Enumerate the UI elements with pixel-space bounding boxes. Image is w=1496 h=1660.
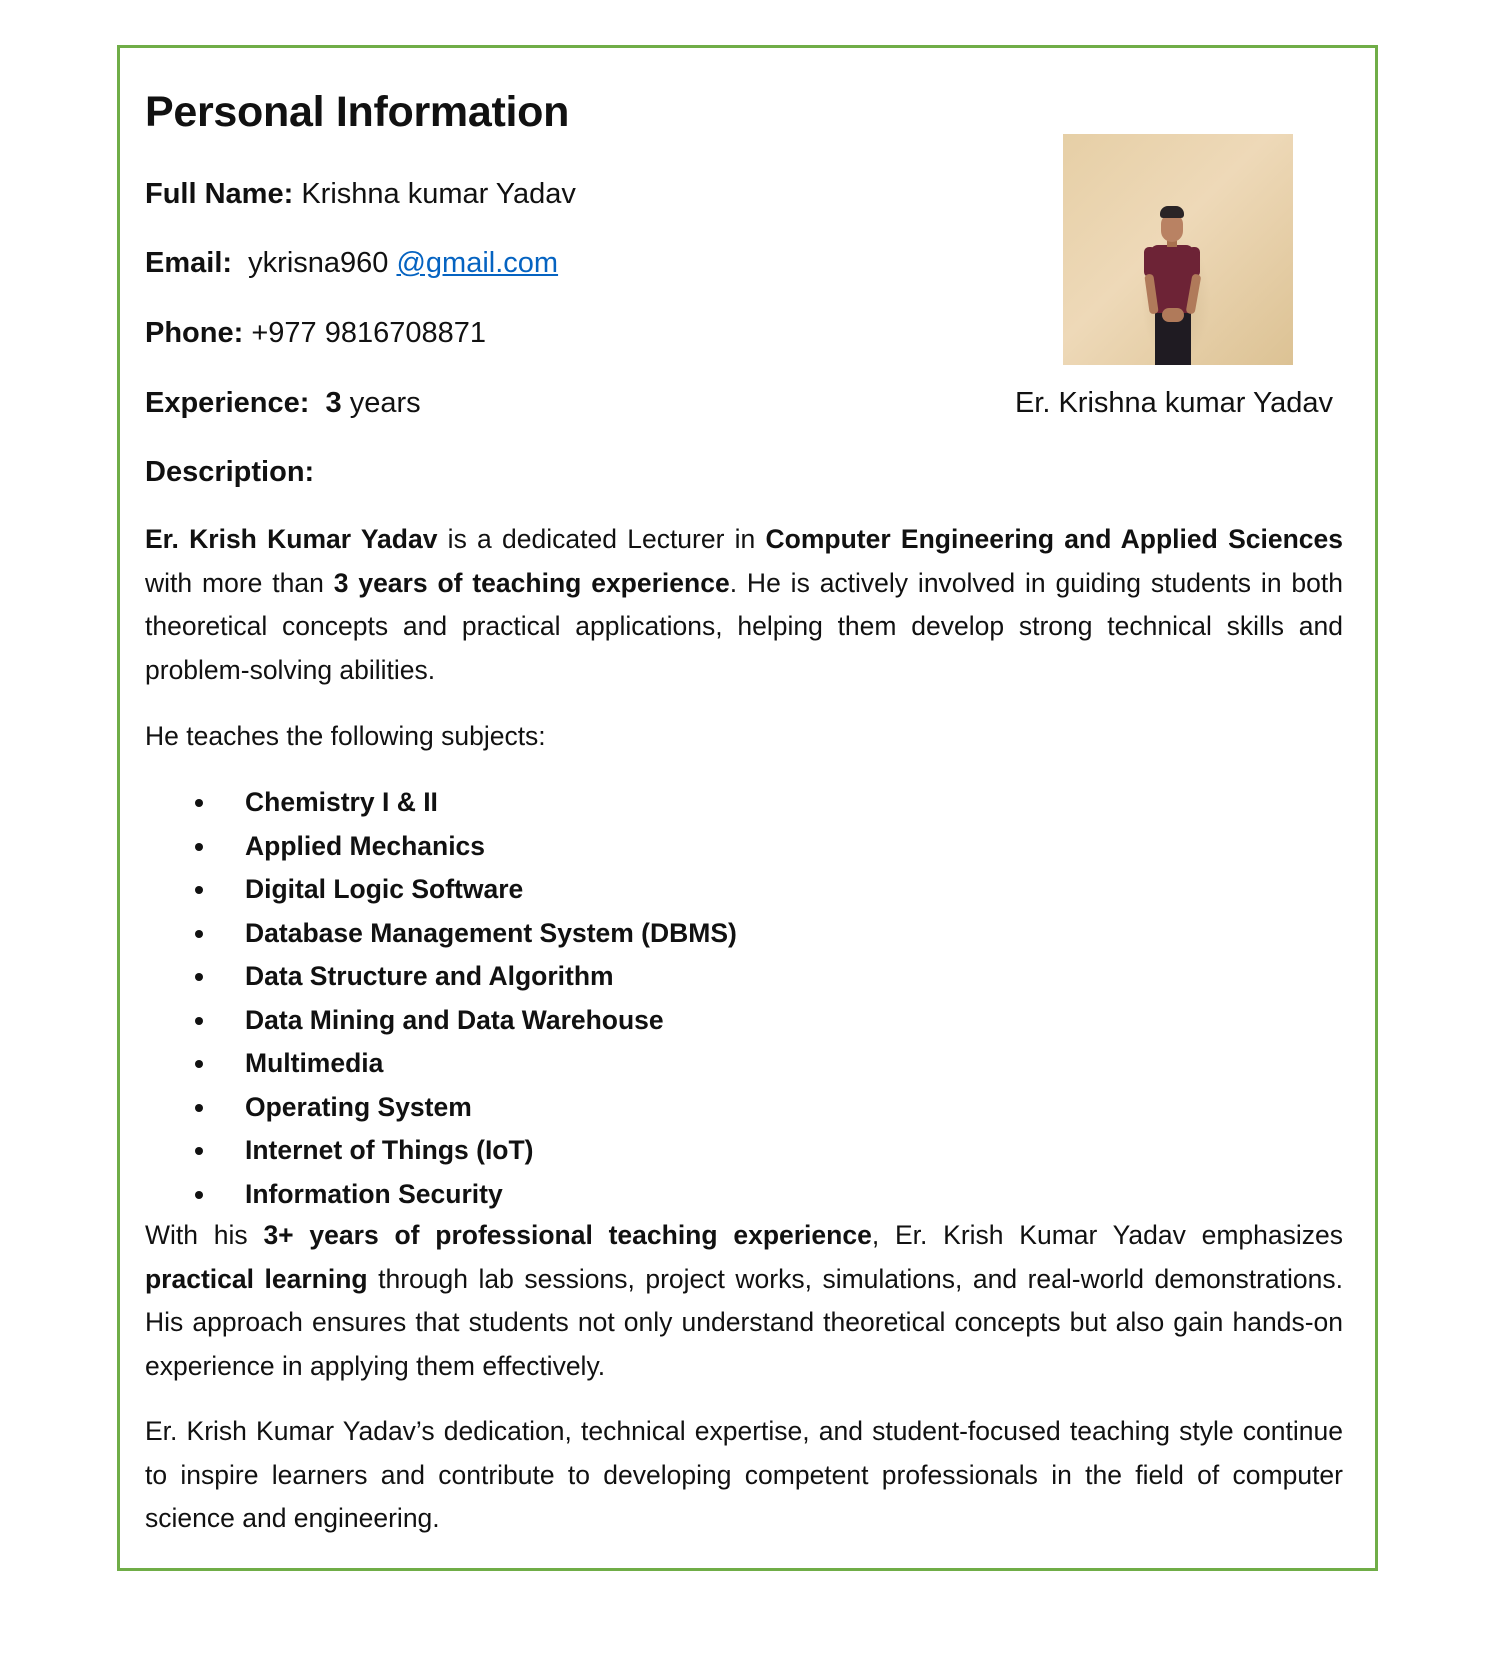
email-label: Email:: [145, 247, 233, 279]
experience-value: 3: [325, 387, 342, 419]
subject-label: Internet of Things (IoT): [245, 1135, 534, 1165]
bold-text: practical learning: [145, 1263, 368, 1294]
photo-person-head: [1161, 214, 1183, 242]
list-item: [145, 1173, 1343, 1217]
photo-person-hands: [1162, 308, 1184, 322]
list-item: [145, 912, 1343, 956]
phone-label: Phone:: [145, 317, 244, 349]
experience-unit: years: [349, 387, 421, 419]
text: with more than: [145, 567, 334, 598]
list-item: [145, 1129, 1343, 1173]
subject-label: Data Structure and Algorithm: [245, 961, 614, 991]
subject-label: Operating System: [245, 1091, 472, 1122]
experience-label: Experience:: [145, 387, 310, 419]
description-heading: [145, 452, 314, 492]
experience-field: [145, 383, 421, 423]
list-item: [145, 1086, 1343, 1130]
subject-label: Digital Logic Software: [245, 874, 524, 904]
bullet-icon: [195, 1147, 203, 1155]
bullet-icon: [195, 843, 203, 851]
subject-label: Database Management System (DBMS): [245, 917, 737, 948]
page-title: Personal Information: [145, 88, 570, 136]
list-item: [145, 999, 1343, 1043]
email-user: ykrisna960: [248, 247, 389, 279]
email-field: [145, 243, 558, 283]
bullet-icon: [195, 1104, 203, 1112]
list-item: [145, 955, 1343, 999]
bullet-icon: [195, 1191, 203, 1199]
phone-value: +977 9816708871: [251, 317, 487, 349]
bullet-icon: [195, 799, 203, 807]
bold-text: 3 years of teaching experience: [333, 567, 730, 598]
bullet-icon: [195, 1060, 203, 1068]
bullet-icon: [195, 973, 203, 981]
subject-label: Multimedia: [245, 1048, 384, 1078]
phone-field: [145, 313, 486, 353]
full-name-value: Krishna kumar Yadav: [301, 178, 576, 210]
subject-label: Applied Mechanics: [245, 830, 486, 861]
list-item: [145, 781, 1343, 825]
final-paragraph: Er. Krish Kumar Yadav’s dedication, technical expertise, and student-focused teaching style continue to inspire learners and contribute to developing competent professionals in the field of computer science and engineering.: [145, 1416, 1343, 1533]
closing-paragraph: [145, 1214, 1343, 1388]
text: , Er. Krish Kumar Yadav emphasizes: [871, 1220, 1343, 1250]
bold-text: Computer Engineering and Applied Sciences: [765, 524, 1343, 554]
bold-text: 3+ years of professional teaching experience: [263, 1220, 872, 1250]
full-name-label: Full Name:: [145, 178, 294, 210]
subject-label: Data Mining and Data Warehouse: [245, 1004, 664, 1035]
text: is a dedicated Lecturer in: [437, 524, 766, 554]
bullet-icon: [195, 886, 203, 894]
photo-person-hair: [1160, 206, 1184, 218]
email-domain-link[interactable]: @gmail.com: [396, 247, 559, 279]
list-item: [145, 868, 1343, 912]
bullet-icon: [195, 930, 203, 938]
subject-label: Chemistry I & II: [245, 787, 438, 817]
text: through lab sessions, project works, simulations, and real-world demonstrations. His approach ensures that students not only understand theoretical concepts but also gain hands-on experience in applying them effectively.: [145, 1263, 1343, 1381]
bold-text: Er. Krish Kumar Yadav: [145, 524, 438, 554]
text: . He is actively involved in guiding students in both theoretical concepts and practical applications, helping them develop strong technical skills and problem-solving abilities.: [145, 567, 1344, 685]
description-paragraph: [145, 518, 1343, 692]
profile-photo: [1063, 134, 1293, 365]
subject-label: Information Security: [245, 1178, 503, 1209]
list-item: [145, 1042, 1343, 1086]
photo-caption: Er. Krishna kumar Yadav: [1014, 387, 1334, 419]
subjects-list: [145, 781, 1343, 1216]
bullet-icon: [195, 1017, 203, 1025]
list-item: [145, 825, 1343, 869]
description-label: Description:: [145, 456, 315, 488]
text: With his: [145, 1220, 264, 1250]
subjects-intro: He teaches the following subjects:: [145, 721, 546, 751]
full-name-field: [145, 174, 576, 214]
